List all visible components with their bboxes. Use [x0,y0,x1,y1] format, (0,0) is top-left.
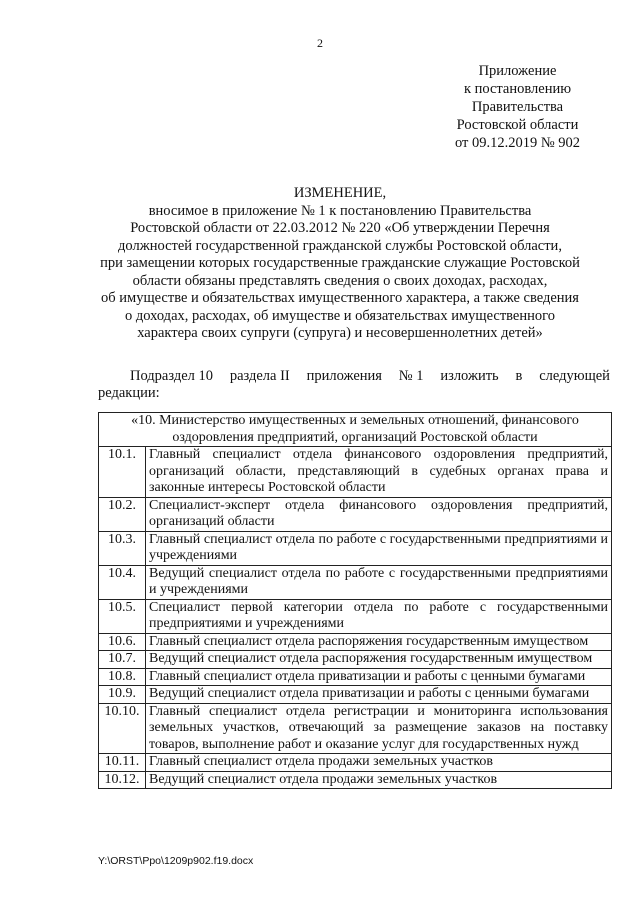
table-row [99,686,612,704]
title-line: характера своих супруги (супруга) и несовершеннолетних детей» [137,325,543,341]
intro-paragraph [98,368,610,402]
appendix-line: Правительства [471,99,564,115]
position-title: Главный специалист отдела финансового оздоровления предприятий, организаций области, представляющий в судебных органах права и законные интересы Ростовской области [146,447,612,498]
table-row [99,447,612,498]
intro-word: Подраздел 10 [130,368,214,384]
title-heading: ИЗМЕНЕНИЕ, [293,185,387,201]
table-row [99,651,612,669]
title-line: Ростовской области от 22.03.2012 № 220 «Об утверждении Перечня [130,220,550,236]
table-row [99,599,612,633]
appendix-line: Приложение [478,63,557,79]
position-title: Ведущий специалист отдела продажи земельных участков [146,771,612,789]
table-row [99,497,612,531]
file-path-footer: Y:\ORST\Ppo\1209p902.f19.docx [98,855,254,867]
table-row [99,771,612,789]
row-number: 10.7. [99,651,146,669]
position-title: Ведущий специалист отдела распоряжения государственным имуществом [146,651,612,669]
intro-word: № 1 [398,368,424,384]
table-row [99,565,612,599]
position-title: Главный специалист отдела по работе с государственными предприятиями и учреждениями [146,531,612,565]
appendix-line: к постановлению [463,81,572,97]
title-line: должностей государственной гражданской службы Ростовской области, [118,237,562,254]
positions-table [98,412,612,789]
row-number: 10.10. [99,703,146,754]
row-number: 10.11. [99,754,146,772]
position-title: Ведущий специалист отдела приватизации и работы с ценными бумагами [146,686,612,704]
title-line: об имуществе и обязательствах имущественного характера, а также сведения [101,290,579,306]
intro-line-1 [98,368,610,385]
table-row [99,531,612,565]
position-title: Главный специалист отдела регистрации и мониторинга использования земельных участков, отвечающий за размещение заказов на поставку товаров, выполнение работ и оказание услуг для государственных нужд [146,703,612,754]
position-title: Главный специалист отдела распоряжения государственным имуществом [146,633,612,651]
table-header-row [99,413,612,447]
title-line: при замещении которых государственные гражданские служащие Ростовской [100,255,580,271]
row-number: 10.8. [99,668,146,686]
title-line: вносимое в приложение № 1 к постановлению Правительства [148,202,532,219]
row-number: 10.2. [99,497,146,531]
table-row [99,668,612,686]
table-header-cell: «10. Министерство имущественных и земельных отношений, финансового оздоровления предприятий, организаций Ростовской области [99,413,612,447]
appendix-block [440,62,595,152]
document-title [70,185,610,343]
intro-line-2: редакции: [98,385,160,401]
intro-word: раздела II [229,368,290,384]
intro-word: приложения [306,368,382,384]
table-row [99,754,612,772]
row-number: 10.1. [99,447,146,498]
position-title: Главный специалист отдела продажи земельных участков [146,754,612,772]
table-row [99,633,612,651]
row-number: 10.4. [99,565,146,599]
appendix-line: от 09.12.2019 № 902 [454,135,581,151]
intro-word: в [515,368,523,384]
position-title: Специалист первой категории отдела по работе с государственными предприятиями и учреждениями [146,599,612,633]
table-row [99,703,612,754]
position-title: Специалист-эксперт отдела финансового оздоровления предприятий, организаций области [146,497,612,531]
row-number: 10.9. [99,686,146,704]
position-title: Главный специалист отдела приватизации и работы с ценными бумагами [146,668,612,686]
page-number: 2 [317,36,323,50]
title-line: о доходах, расходах, об имуществе и обязательствах имущественного [125,307,555,324]
row-number: 10.6. [99,633,146,651]
title-line: области обязаны представлять сведения о своих доходах, расходах, [132,272,548,289]
appendix-line: Ростовской области [456,117,579,133]
row-number: 10.3. [99,531,146,565]
row-number: 10.12. [99,771,146,789]
intro-word: следующей [539,368,610,384]
position-title: Ведущий специалист отдела по работе с государственными предприятиями и учреждениями [146,565,612,599]
intro-word: изложить [440,368,499,384]
row-number: 10.5. [99,599,146,633]
